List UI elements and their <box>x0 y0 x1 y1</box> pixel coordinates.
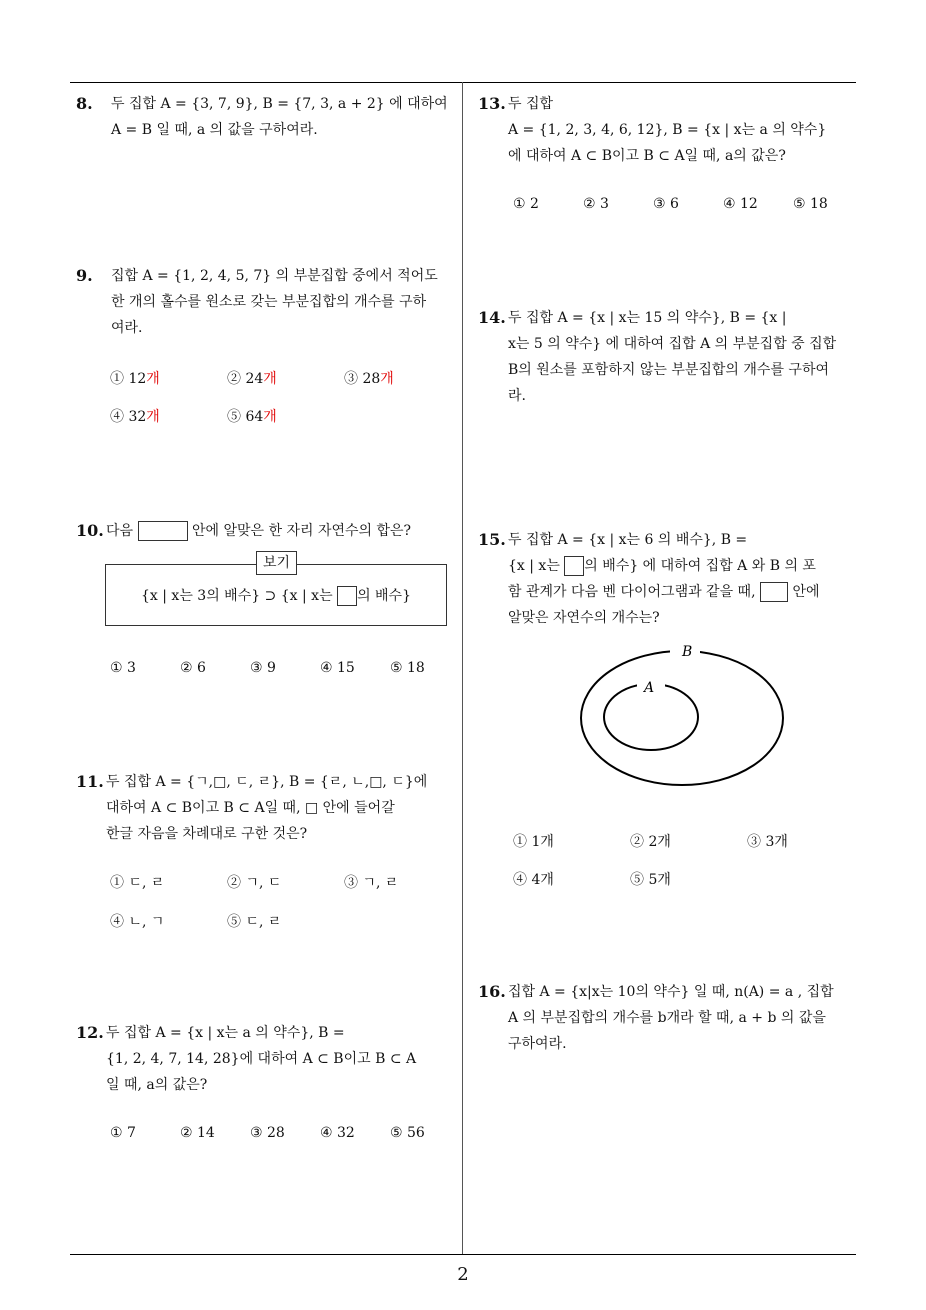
choice-1[interactable]: ① 7 <box>110 1125 136 1141</box>
choice-2[interactable]: ② ㄱ, ㄷ <box>227 875 282 891</box>
top-rule <box>70 82 856 83</box>
question-text-line: 두 집합 <box>508 96 554 112</box>
blank-box <box>138 521 188 541</box>
question-text-line: 두 집합 A = {3, 7, 9}, B = {7, 3, a + 2} 에 대하여 <box>111 96 448 112</box>
choice-1[interactable]: ① 3 <box>110 660 136 676</box>
choice-1[interactable]: ① ㄷ, ㄹ <box>110 875 165 891</box>
choice-2[interactable]: ② 3 <box>583 196 609 212</box>
question-text: 안에 <box>792 584 820 600</box>
choice-5[interactable]: ⑤ 56 <box>390 1125 425 1141</box>
choice-5[interactable]: ⑤ 5개 <box>630 872 671 888</box>
choice-2[interactable]: ② 6 <box>180 660 206 676</box>
choice-3[interactable]: ③ ㄱ, ㄹ <box>344 875 399 891</box>
question-text-line: 알맞은 자연수의 개수는? <box>508 610 660 626</box>
choice-4[interactable]: ④ 15 <box>320 660 355 676</box>
venn-set-b <box>581 651 783 785</box>
choice-2[interactable]: ② 2개 <box>630 834 671 850</box>
choice-2[interactable]: ② 24개 <box>227 371 277 387</box>
question-text-line: 한 개의 홀수를 원소로 갖는 부분집합의 개수를 구하 <box>111 294 427 310</box>
choice-4[interactable]: ④ 12 <box>723 196 758 212</box>
question-10 <box>76 518 461 544</box>
question-number: 14. <box>478 308 506 327</box>
choice-5[interactable]: ⑤ ㄷ, ㄹ <box>227 914 282 930</box>
question-text: 안에 알맞은 한 자리 자연수의 합은? <box>191 523 412 539</box>
question-text-line: 두 집합 A = {x | x는 a 의 약수}, B = <box>106 1025 345 1041</box>
choice-2[interactable]: ② 14 <box>180 1125 215 1141</box>
venn-diagram <box>578 640 790 820</box>
choice-1[interactable]: ① 1개 <box>513 834 554 850</box>
choice-4[interactable]: ④ 4개 <box>513 872 554 888</box>
question-number: 12. <box>76 1023 104 1042</box>
blank-box <box>337 586 357 606</box>
question-text-line: 두 집합 A = {x | x는 6 의 배수}, B = <box>508 532 748 548</box>
question-text-line: 여라. <box>111 320 143 336</box>
question-text: 의 배수} 에 대하여 집합 A 와 B 의 포 <box>584 558 816 574</box>
question-number: 8. <box>76 94 93 113</box>
choice-4[interactable]: ④ 32 <box>320 1125 355 1141</box>
question-15 <box>478 527 863 631</box>
question-text-line: x는 5 의 약수} 에 대하여 집합 A 의 부분집합 중 집합 <box>508 336 837 352</box>
question-11 <box>76 769 456 847</box>
question-16 <box>478 979 863 1057</box>
question-text-line: A 의 부분집합의 개수를 b개라 할 때, a + b 의 값을 <box>508 1010 826 1026</box>
question-12 <box>76 1020 456 1098</box>
question-14 <box>478 305 863 409</box>
question-text-line: 한글 자음을 차례대로 구한 것은? <box>106 826 308 842</box>
question-13 <box>478 91 863 169</box>
choice-1[interactable]: ① 12개 <box>110 371 160 387</box>
choice-3[interactable]: ③ 3개 <box>747 834 788 850</box>
bogi-content: {x | x는 3의 배수} ⊃ {x | x는 의 배수} <box>141 588 411 604</box>
bogi-box <box>105 555 447 626</box>
column-divider <box>462 82 463 1254</box>
venn-label-a: A <box>644 680 655 696</box>
question-number: 10. <box>76 521 104 540</box>
question-text-line: 일 때, a의 값은? <box>106 1077 208 1093</box>
question-text-line: 라. <box>508 388 526 404</box>
question-text: 다음 <box>106 523 134 539</box>
question-number: 13. <box>478 94 506 113</box>
choice-3[interactable]: ③ 28 <box>250 1125 285 1141</box>
choice-5[interactable]: ⑤ 18 <box>793 196 828 212</box>
question-text-line: 두 집합 A = {x | x는 15 의 약수}, B = {x | <box>508 310 787 326</box>
question-number: 11. <box>76 772 104 791</box>
question-text-line: 에 대하여 A ⊂ B이고 B ⊂ A일 때, a의 값은? <box>508 148 786 164</box>
question-text-line: 집합 A = {x|x는 10의 약수} 일 때, n(A) = a , 집합 <box>508 984 834 1000</box>
question-number: 15. <box>478 530 506 549</box>
question-text: {x | x는 <box>508 558 560 574</box>
blank-box <box>564 556 584 576</box>
bogi-title: 보기 <box>256 551 297 575</box>
question-9 <box>76 263 456 341</box>
venn-label-b: B <box>682 644 693 660</box>
question-text-line: {1, 2, 4, 7, 14, 28}에 대하여 A ⊂ B이고 B ⊂ A <box>106 1051 417 1067</box>
choice-3[interactable]: ③ 28개 <box>344 371 394 387</box>
choice-3[interactable]: ③ 6 <box>653 196 679 212</box>
question-text-line: 두 집합 A = {ㄱ,□, ㄷ, ㄹ}, B = {ㄹ, ㄴ,□, ㄷ}에 <box>106 774 428 790</box>
question-8 <box>76 91 456 143</box>
question-text-line: B의 원소를 포함하지 않는 부분집합의 개수를 구하여 <box>508 362 829 378</box>
question-text-line: A = B 일 때, a 의 값을 구하여라. <box>111 122 318 138</box>
question-text-line: 대하여 A ⊂ B이고 B ⊂ A일 때, □ 안에 들어갈 <box>106 800 395 816</box>
choice-5[interactable]: ⑤ 64개 <box>227 409 277 425</box>
choice-3[interactable]: ③ 9 <box>250 660 276 676</box>
page-number: 2 <box>457 1264 469 1285</box>
question-number: 16. <box>478 982 506 1001</box>
question-text-line: 집합 A = {1, 2, 4, 5, 7} 의 부분집합 중에서 적어도 <box>111 268 438 284</box>
question-text: 함 관계가 다음 벤 다이어그램과 같을 때, <box>508 584 756 600</box>
choice-4[interactable]: ④ 32개 <box>110 409 160 425</box>
question-text-line: 구하여라. <box>508 1036 567 1052</box>
blank-box <box>760 582 788 602</box>
question-text-line: A = {1, 2, 3, 4, 6, 12}, B = {x | x는 a 의 약수} <box>508 122 827 138</box>
bottom-rule <box>70 1254 856 1255</box>
choice-4[interactable]: ④ ㄴ, ㄱ <box>110 914 165 930</box>
choice-1[interactable]: ① 2 <box>513 196 539 212</box>
choice-5[interactable]: ⑤ 18 <box>390 660 425 676</box>
question-number: 9. <box>76 266 93 285</box>
